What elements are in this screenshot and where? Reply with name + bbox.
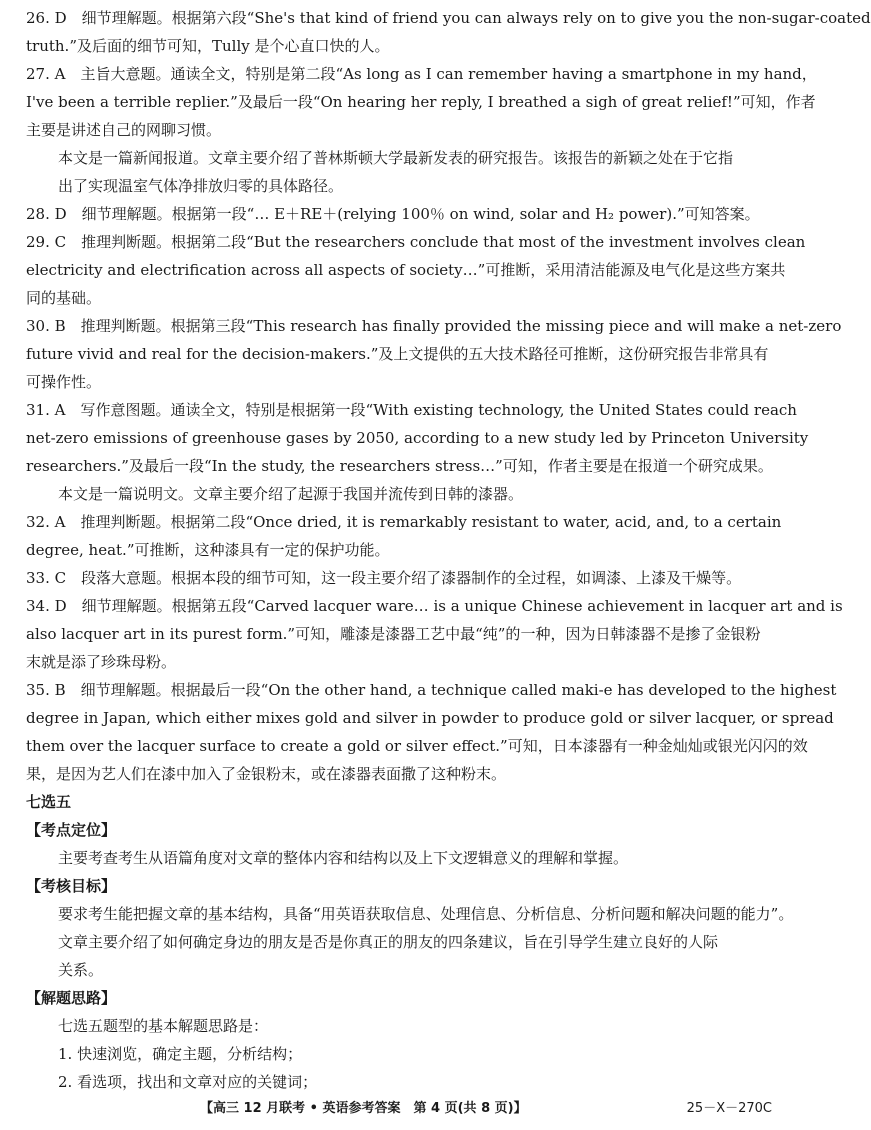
- text-line: degree in Japan, which either mixes gold and silver in powder to produce gold or silver lacquer, or spread: [26, 709, 834, 727]
- text-line: 主要是讲述自己的网聊习惯。: [26, 121, 222, 139]
- text-line: I've been a terrible replier.”及最后一段“On hearing her reply, I breathed a sigh of great relief!”可知，作者: [26, 93, 816, 111]
- text-line: 30. B 推理判断题。根据第三段“This research has finally provided the missing piece and will make a net-zero: [26, 317, 842, 335]
- text-line: 关系。: [58, 961, 104, 979]
- explanation-paragraph: [26, 1068, 774, 1096]
- section-heading: [26, 872, 774, 900]
- text-line: 主要考查考生从语篇角度对文章的整体内容和结构以及上下文逻辑意义的理解和掌握。: [58, 849, 629, 867]
- text-line: net-zero emissions of greenhouse gases by 2050, according to a new study led by Princeton University: [26, 429, 809, 447]
- text-line: 【解题思路】: [26, 989, 117, 1007]
- text-line: 29. C 推理判断题。根据第二段“But the researchers conclude that most of the investment involves clean: [26, 233, 806, 251]
- answer-item: [26, 312, 842, 396]
- text-line: 文章主要介绍了如何确定身边的朋友是否是你真正的朋友的四条建议，旨在引导学生建立良好的人际: [58, 933, 719, 951]
- text-line: 27. A 主旨大意题。通读全文，特别是第二段“As long as I can remember having a smartphone in my hand，: [26, 65, 817, 83]
- explanation-paragraph: [26, 1012, 774, 1040]
- answer-item: [26, 4, 871, 60]
- text-line: 28. D 细节理解题。根据第一段“… E＋RE＋(relying 100％ on wind, solar and H₂ power).”可知答案。: [26, 205, 760, 223]
- text-line: 32. A 推理判断题。根据第二段“Once dried, it is remarkably resistant to water, acid, and, to a certain: [26, 513, 782, 531]
- section-heading: [26, 788, 774, 816]
- answer-item: [26, 200, 774, 228]
- explanation-paragraph: [26, 480, 774, 508]
- answer-item: [26, 228, 806, 312]
- text-line: researchers.”及最后一段“In the study, the researchers stress…”可知，作者主要是在报道一个研究成果。: [26, 457, 773, 475]
- text-line: 1. 快速浏览，确定主题，分析结构；: [58, 1045, 303, 1063]
- text-line: 末就是添了珍珠母粉。: [26, 653, 177, 671]
- explanation-paragraph: [26, 144, 774, 200]
- explanation-paragraph: [26, 1040, 774, 1068]
- section-heading: [26, 984, 774, 1012]
- explanation-paragraph: [26, 844, 774, 872]
- page-footer: [0, 1097, 800, 1121]
- text-line: 果，是因为艺人们在漆中加入了金银粉末，或在漆器表面撒了这种粉末。: [26, 765, 507, 783]
- text-line: 七选五题型的基本解题思路是：: [58, 1017, 269, 1035]
- text-line: future vivid and real for the decision-makers.”及上文提供的五大技术路径可推断，这份研究报告非常具有: [26, 345, 769, 363]
- text-line: 本文是一篇说明文。文章主要介绍了起源于我国并流传到日韩的漆器。: [58, 485, 524, 503]
- text-line: 34. D 细节理解题。根据第五段“Carved lacquer ware… is a unique Chinese achievement in lacquer art and is: [26, 597, 843, 615]
- footer-code: 25－X－270C: [686, 1101, 772, 1116]
- text-line: 35. B 细节理解题。根据最后一段“On the other hand, a technique called maki-e has developed to the highest: [26, 681, 837, 699]
- footer-title: 【高三 12 月联考 • 英语参考答案 第 4 页(共 8 页)】: [200, 1101, 527, 1116]
- text-line: 七选五: [26, 793, 72, 811]
- text-line: them over the lacquer surface to create a gold or silver effect.”可知，日本漆器有一种金灿灿或银光闪闪的效: [26, 737, 808, 755]
- answer-item: [26, 396, 809, 480]
- text-line: 2. 看选项，找出和文章对应的关键词；: [58, 1073, 318, 1091]
- answer-item: [26, 508, 782, 564]
- text-line: electricity and electrification across all aspects of society…”可推断，采用清洁能源及电气化是这些方案共: [26, 261, 786, 279]
- answer-item: [26, 592, 843, 676]
- answer-item: [26, 564, 774, 592]
- text-line: 本文是一篇新闻报道。文章主要介绍了普林斯顿大学最新发表的研究报告。该报告的新颖之处在于它指: [58, 149, 734, 167]
- answer-content: [26, 4, 871, 1096]
- text-line: 【考核目标】: [26, 877, 117, 895]
- explanation-paragraph: [26, 900, 794, 928]
- explanation-paragraph: [26, 928, 774, 984]
- text-line: degree, heat.”可推断，这种漆具有一定的保护功能。: [26, 541, 390, 559]
- text-line: 出了实现温室气体净排放归零的具体路径。: [58, 177, 344, 195]
- text-line: 可操作性。: [26, 373, 102, 391]
- text-line: truth.”及后面的细节可知，Tully 是个心直口快的人。: [26, 37, 390, 55]
- text-line: 同的基础。: [26, 289, 102, 307]
- section-heading: [26, 816, 774, 844]
- answer-item: [26, 676, 837, 788]
- text-line: also lacquer art in its purest form.”可知，雕漆是漆器工艺中最“纯”的一种，因为日韩漆器不是掺了金银粉: [26, 625, 761, 643]
- text-line: 26. D 细节理解题。根据第六段“She's that kind of friend you can always rely on to give you the non-sugar-coated: [26, 9, 871, 27]
- text-line: 【考点定位】: [26, 821, 117, 839]
- text-line: 33. C 段落大意题。根据本段的细节可知，这一段主要介绍了漆器制作的全过程，如调漆、上漆及干燥等。: [26, 569, 742, 587]
- text-line: 31. A 写作意图题。通读全文，特别是根据第一段“With existing technology, the United States could reach: [26, 401, 797, 419]
- answer-item: [26, 60, 817, 144]
- text-line: 要求考生能把握文章的基本结构，具备“用英语获取信息、处理信息、分析信息、分析问题和解决问题的能力”。: [58, 905, 794, 923]
